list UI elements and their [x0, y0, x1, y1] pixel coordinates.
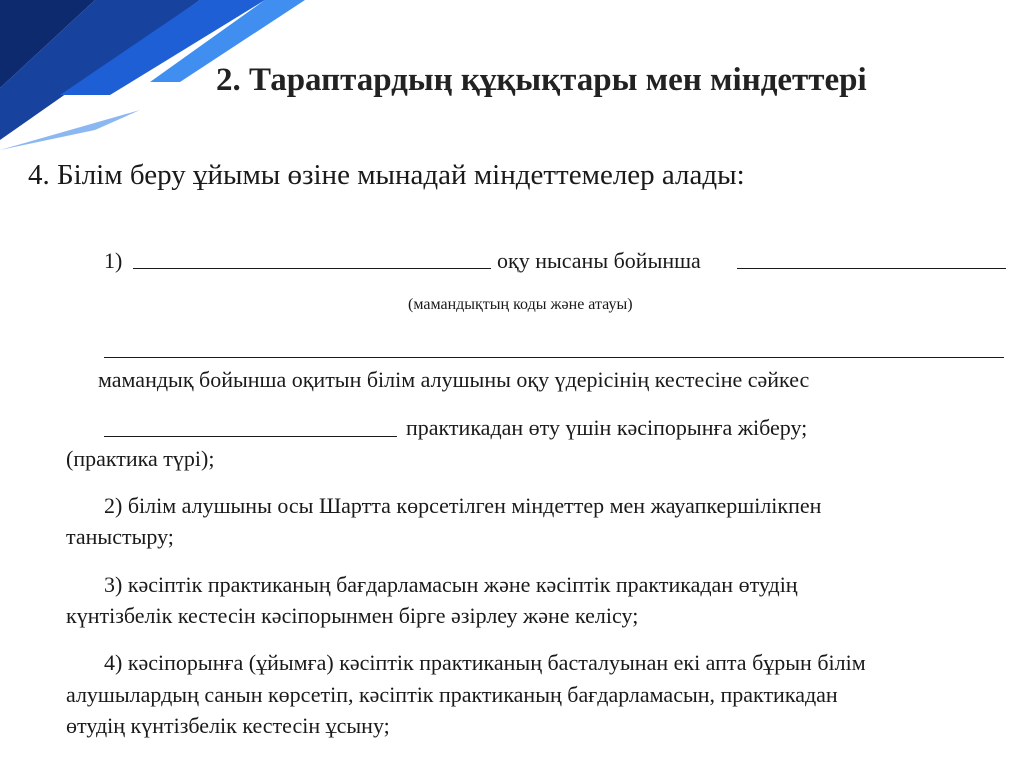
item3-line2: күнтізбелік кестесін кәсіпорынмен бірге әзірлеу және келісу; [66, 603, 639, 628]
item4-line1: 4) кәсіпорынға (ұйымға) кәсіптік практиканың басталуынан екі апта бұрын білім [104, 650, 866, 675]
item1-blank-full-line [104, 357, 1004, 358]
item4-line3: өтудің күнтізбелік кестесін ұсыну; [66, 713, 390, 738]
item1-line3: мамандық бойынша оқитын білім алушыны оқу үдерісінің кестесіне сәйкес [98, 367, 810, 392]
section-heading: 4. Білім беру ұйымы өзіне мынадай міндеттемелер алады: [28, 159, 745, 191]
item4-line2: алушылардың санын көрсетіп, кәсіптік практиканың бағдарламасын, практикадан [66, 682, 838, 707]
item1-number: 1) [104, 248, 123, 273]
item1-blank-specialty [133, 268, 491, 269]
item1-line5: (практика түрі); [66, 446, 215, 471]
item2-line2: таныстыру; [66, 524, 174, 549]
item1-line4: практикадан өту үшін кәсіпорынға жіберу; [406, 415, 808, 440]
item1-blank-form [737, 268, 1006, 269]
item2-line1: 2) білім алушыны осы Шартта көрсетілген міндеттер мен жауапкершілікпен [104, 493, 822, 518]
item1-blank-practice-type [104, 436, 397, 437]
item3-line1: 3) кәсіптік практиканың бағдарламасын және кәсіптік практикадан өтудің [104, 572, 798, 597]
item1-hint: (мамандықтың коды және атауы) [408, 296, 633, 313]
item1-middle-text: оқу нысаны бойынша [497, 248, 701, 273]
slide-title: 2. Тараптардың құқықтары мен міндеттері [216, 62, 867, 98]
